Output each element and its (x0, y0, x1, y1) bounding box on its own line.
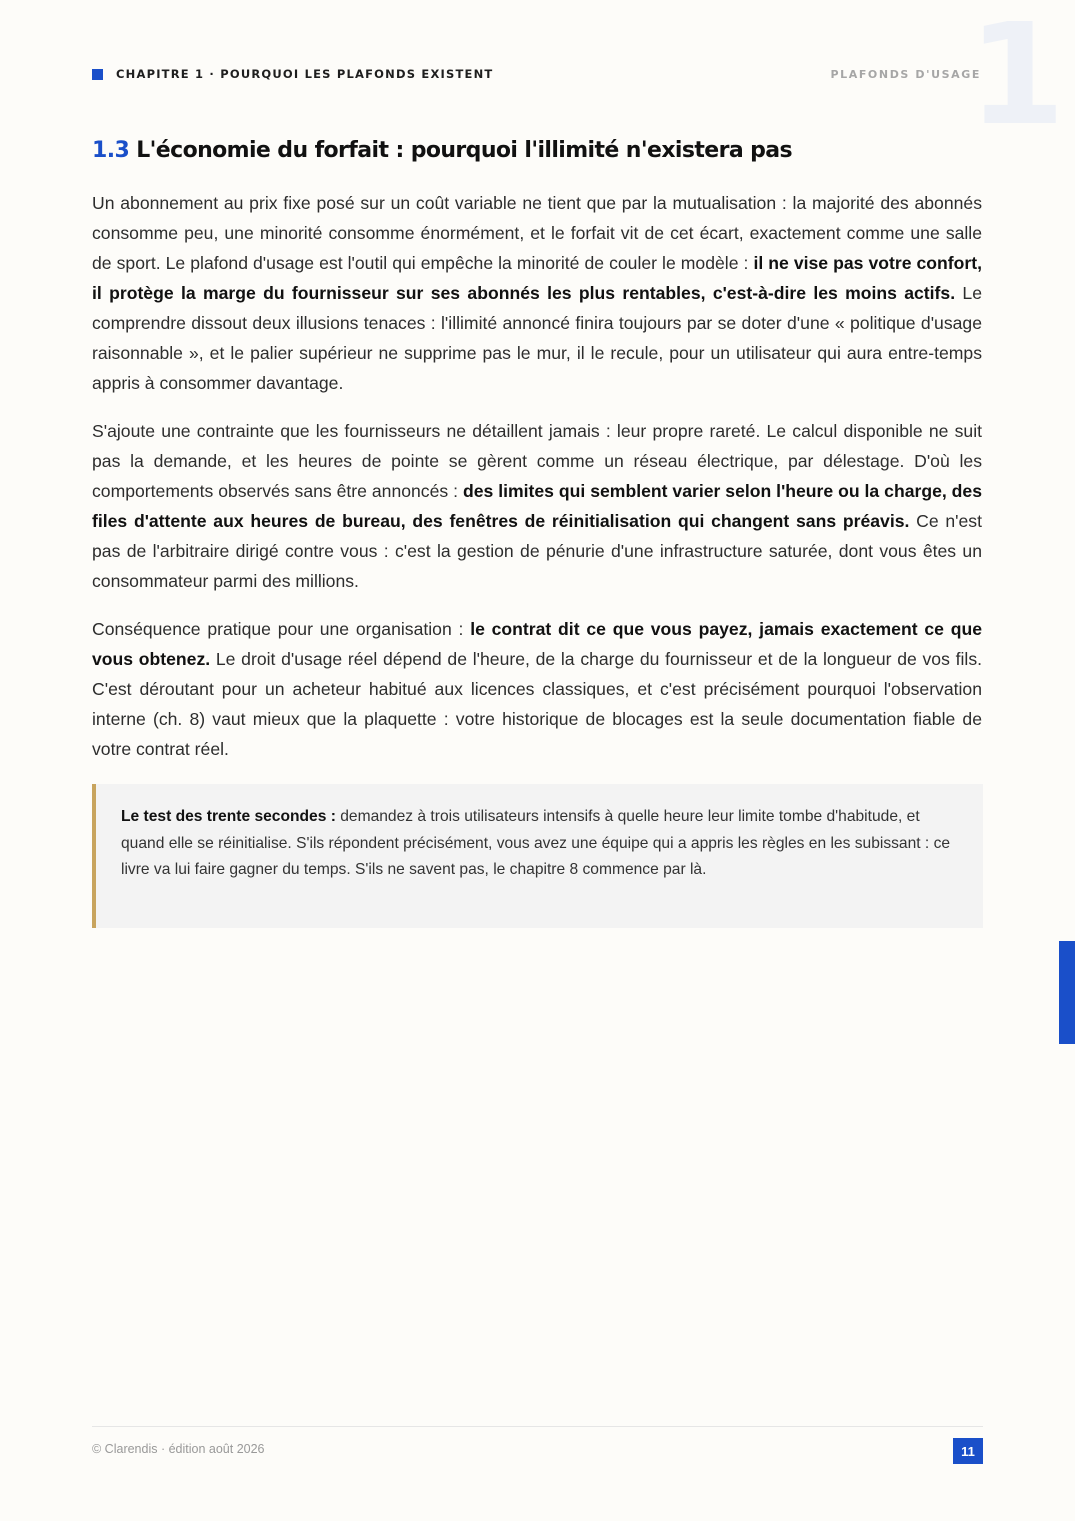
paragraph-text: Conséquence pratique pour une organisation : (92, 619, 471, 639)
paragraph-text: Ce n'est pas de l'arbitraire dirigé contre vous : c'est la gestion de pénurie d'une infrastructure saturée, dont vous êtes un consommateur parmi des millions. (92, 511, 982, 591)
callout-lead: Le test des trente secondes : (121, 808, 336, 825)
paragraph-emphasis: des limites qui semblent varier selon l'heure ou la charge, des files d'attente aux heures de bureau, des fenêtres de réinitialisation qui changent sans préavis. (92, 481, 982, 531)
body-text (92, 188, 982, 782)
chapter-marker-square (92, 69, 103, 80)
paragraph-2 (92, 416, 982, 596)
chapter-label: CHAPITRE 1 · POURQUOI LES PLAFONDS EXISTENT (116, 67, 494, 81)
paragraph-text: S'ajoute une contrainte que les fournisseurs ne détaillent jamais : leur propre rareté. Le calcul disponible ne suit pas la demande, et les heures de pointe se gèrent comme un réseau électrique, par délestage. D'où les comportements observés sans être annoncés : (92, 421, 982, 501)
paragraph-emphasis: le contrat dit ce que vous payez, jamais exactement ce que vous obtenez. (92, 619, 982, 669)
page-number: 11 (953, 1438, 983, 1464)
section-number: 1.3 (92, 138, 130, 163)
paragraph-text: Un abonnement au prix fixe posé sur un coût variable ne tient que par la mutualisation : la majorité des abonnés consomme peu, une minorité consomme énormément, et le forfait vit de cet écart, exactement comme une salle de sport. Le plafond d'usage est l'outil qui empêche la minorité de couler le modèle : (92, 193, 982, 273)
book-label: PLAFONDS D'USAGE (830, 68, 981, 81)
paragraph-1 (92, 188, 982, 398)
paragraph-text: Le comprendre dissout deux illusions tenaces : l'illimité annoncé finira toujours par se doter d'une « politique d'usage raisonnable », et le palier supérieur ne supprime pas le mur, il le recule, pour un utilisateur qui aura entre-temps appris à consommer davantage. (92, 283, 982, 393)
paragraph-3 (92, 614, 982, 764)
chapter-number-watermark: 1 (968, 0, 1066, 157)
section-title-text: L'économie du forfait : pourquoi l'illimité n'existera pas (136, 138, 793, 163)
chapter-side-tab (1059, 941, 1075, 1044)
callout-box (92, 784, 983, 928)
paragraph-text: Le droit d'usage réel dépend de l'heure, de la charge du fournisseur et de la longueur de vos fils. C'est déroutant pour un acheteur habitué aux licences classiques, et c'est précisément pourquoi l'observation interne (ch. 8) vaut mieux que la plaquette : votre historique de blocages est la seule documentation fiable de votre contrat réel. (92, 649, 982, 759)
paragraph-emphasis: il ne vise pas votre confort, il protège la marge du fournisseur sur ses abonnés les plus rentables, c'est-à-dire les moins actifs. (92, 253, 983, 303)
section-title (92, 138, 992, 163)
footer-divider (92, 1426, 983, 1427)
footer-copyright: © Clarendis · édition août 2026 (92, 1442, 265, 1456)
callout-text: demandez à trois utilisateurs intensifs à quelle heure leur limite tombe d'habitude, et quand elle se réinitialise. S'ils répondent précisément, vous avez une équipe qui a appris les règles en les subissant : ce livre va lui faire gagner du temps. S'ils ne savent pas, le chapitre 8 commence par là. (121, 808, 951, 878)
